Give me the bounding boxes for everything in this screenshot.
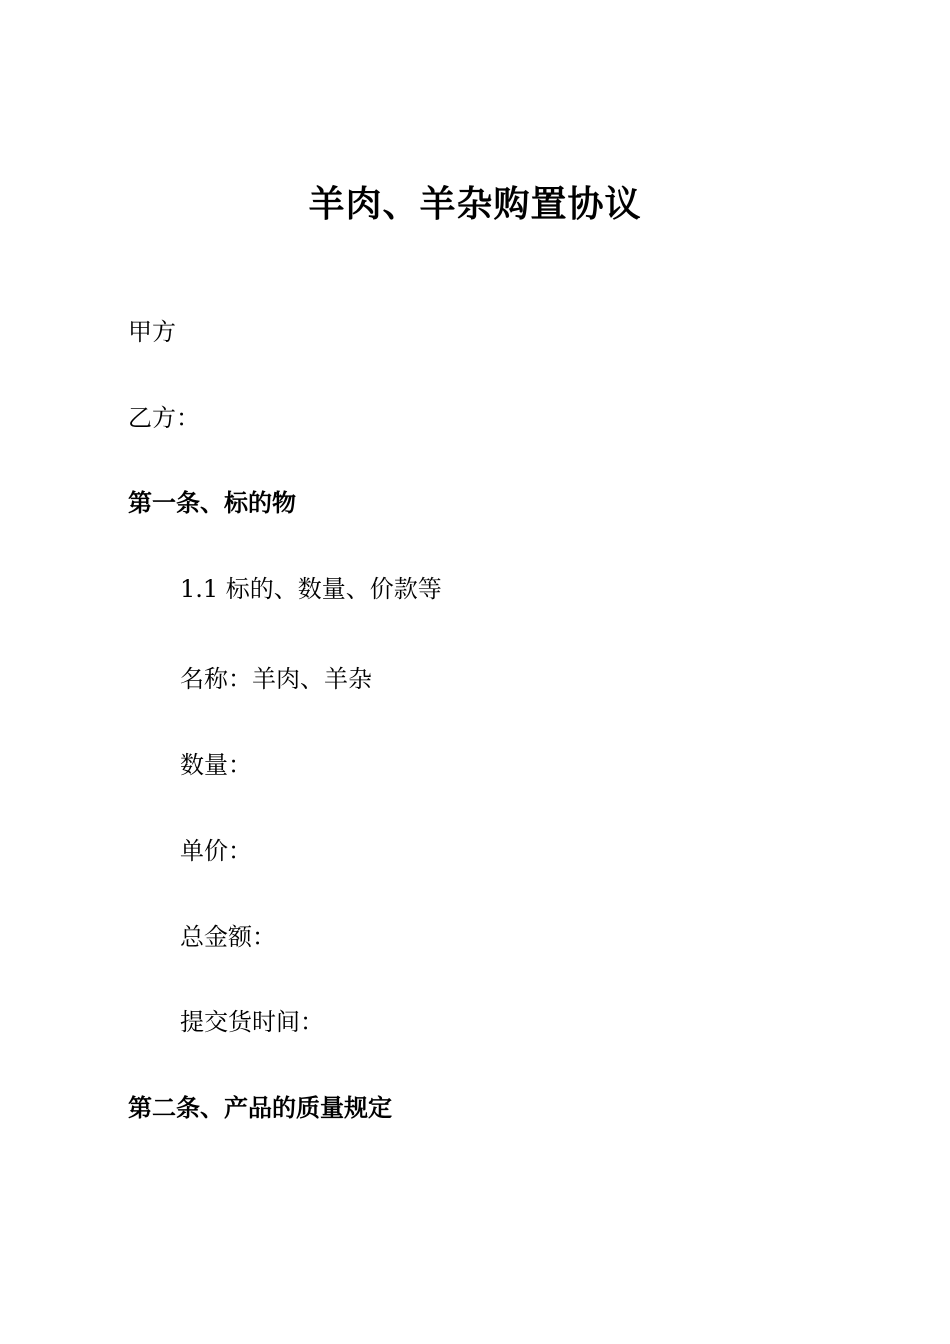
document-title: 羊肉、羊杂购置协议 xyxy=(308,183,642,225)
article-2-heading: 第二条、产品的质量规定 xyxy=(128,1093,392,1122)
delivery-time-line: 提交货时间： xyxy=(180,1008,324,1036)
article-1-heading: 第一条、标的物 xyxy=(128,488,296,517)
party-b-label: 乙方： xyxy=(128,404,200,432)
unit-price-line: 单价： xyxy=(180,837,252,865)
party-a-label: 甲方 xyxy=(128,318,176,346)
clause-1-1: 1.1 标的、数量、价款等 xyxy=(180,575,442,603)
item-name-line: 名称：羊肉、羊杂 xyxy=(180,665,372,693)
total-amount-line: 总金额： xyxy=(180,923,276,951)
quantity-line: 数量： xyxy=(180,751,252,779)
